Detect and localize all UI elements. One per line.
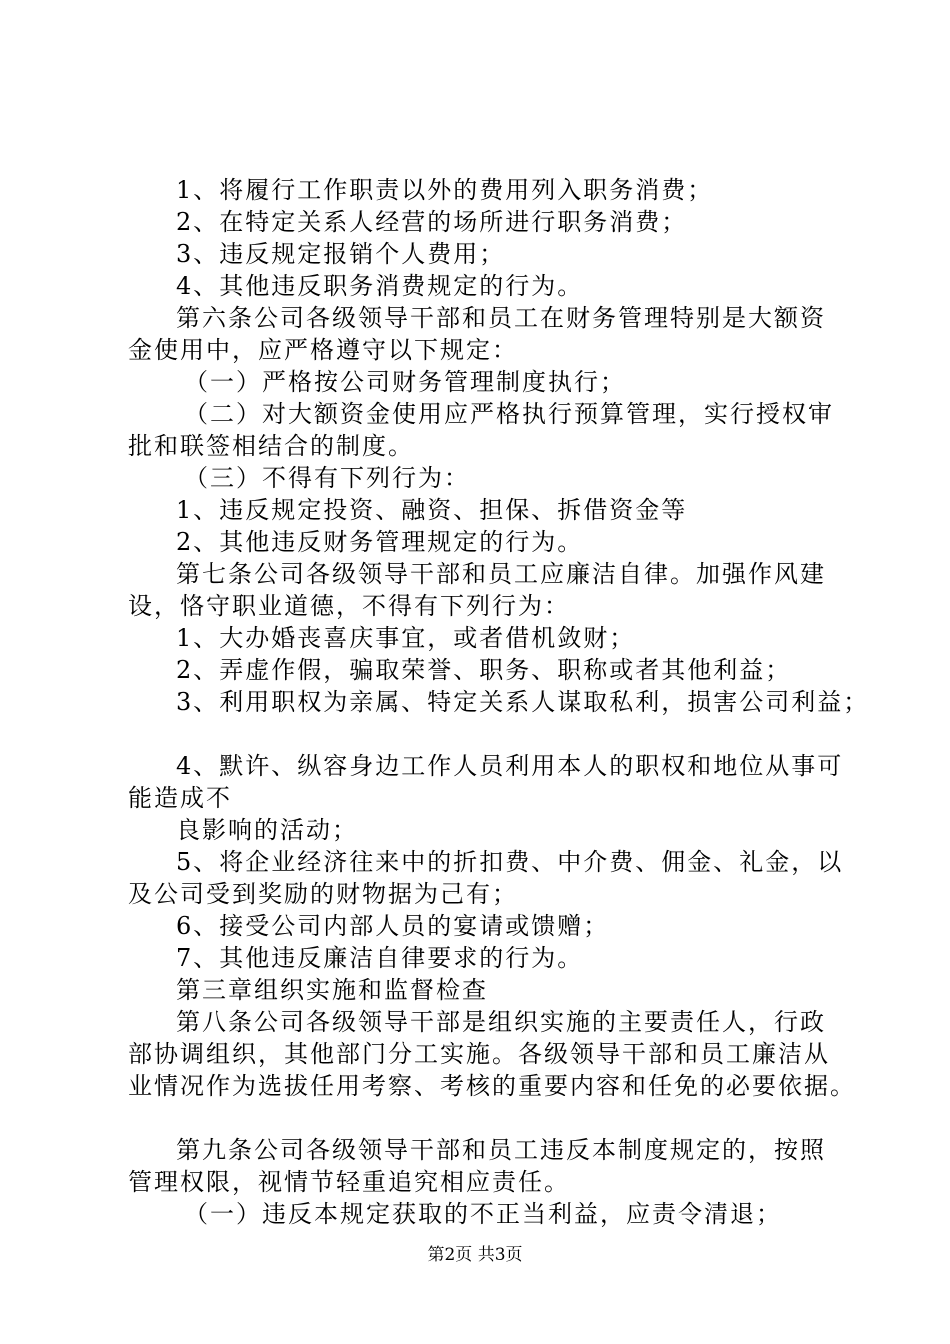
text-line: 及公司受到奖励的财物据为己有； bbox=[128, 880, 518, 908]
text-line: 能造成不 bbox=[128, 784, 232, 812]
text-line: 1、违反规定投资、融资、担保、拆借资金等 bbox=[176, 496, 688, 524]
article-nine-heading: 第九条公司各级领导干部和员工违反本制度规定的，按照 bbox=[176, 1136, 826, 1164]
blank-line bbox=[128, 1102, 840, 1134]
text-line: 设，恪守职业道德，不得有下列行为： bbox=[128, 592, 570, 620]
text-line: 2、其他违反财务管理规定的行为。 bbox=[176, 528, 584, 556]
text-line: 良影响的活动； bbox=[176, 816, 358, 844]
chapter-three-heading: 第三章组织实施和监督检查 bbox=[176, 976, 488, 1004]
article-eight-heading: 第八条公司各级领导干部是组织实施的主要责任人，行政 bbox=[176, 1008, 826, 1036]
text-line: 7、其他违反廉洁自律要求的行为。 bbox=[176, 944, 584, 972]
text-line: 管理权限，视情节轻重追究相应责任。 bbox=[128, 1168, 570, 1196]
text-line: 业情况作为选拔任用考察、考核的重要内容和任免的必要依据。 bbox=[128, 1072, 856, 1100]
text-line: （三）不得有下列行为： bbox=[184, 464, 470, 492]
text-line: 5、将企业经济往来中的折扣费、中介费、佣金、礼金，以 bbox=[176, 848, 844, 876]
text-line: 3、利用职权为亲属、特定关系人谋取私利，损害公司利益； bbox=[176, 688, 870, 716]
text-line: （一）严格按公司财务管理制度执行； bbox=[184, 368, 626, 396]
text-line: 3、违反规定报销个人费用； bbox=[176, 240, 506, 268]
page-number-footer: 第2页 共3页 bbox=[427, 1245, 523, 1265]
text-line: 4、其他违反职务消费规定的行为。 bbox=[176, 272, 584, 300]
text-line: 批和联签相结合的制度。 bbox=[128, 432, 414, 460]
text-line: （二）对大额资金使用应严格执行预算管理，实行授权审 bbox=[184, 400, 834, 428]
article-seven-heading: 第七条公司各级领导干部和员工应廉洁自律。加强作风建 bbox=[176, 560, 826, 588]
text-line: 1、大办婚丧喜庆事宜，或者借机敛财； bbox=[176, 624, 636, 652]
text-line: 6、接受公司内部人员的宴请或馈赠； bbox=[176, 912, 610, 940]
text-line: 金使用中，应严格遵守以下规定： bbox=[128, 336, 518, 364]
text-line: 1、将履行工作职责以外的费用列入职务消费； bbox=[176, 176, 714, 204]
text-line: （一）违反本规定获取的不正当利益，应责令清退； bbox=[184, 1200, 782, 1228]
text-line: 部协调组织，其他部门分工实施。各级领导干部和员工廉洁从 bbox=[128, 1040, 830, 1068]
document-body bbox=[128, 174, 870, 1230]
article-six-heading: 第六条公司各级领导干部和员工在财务管理特别是大额资 bbox=[176, 304, 826, 332]
text-line: 2、弄虚作假，骗取荣誉、职务、职称或者其他利益； bbox=[176, 656, 792, 684]
blank-line bbox=[128, 718, 840, 750]
text-line: 4、默许、纵容身边工作人员利用本人的职权和地位从事可 bbox=[176, 752, 844, 780]
text-line: 2、在特定关系人经营的场所进行职务消费； bbox=[176, 208, 688, 236]
